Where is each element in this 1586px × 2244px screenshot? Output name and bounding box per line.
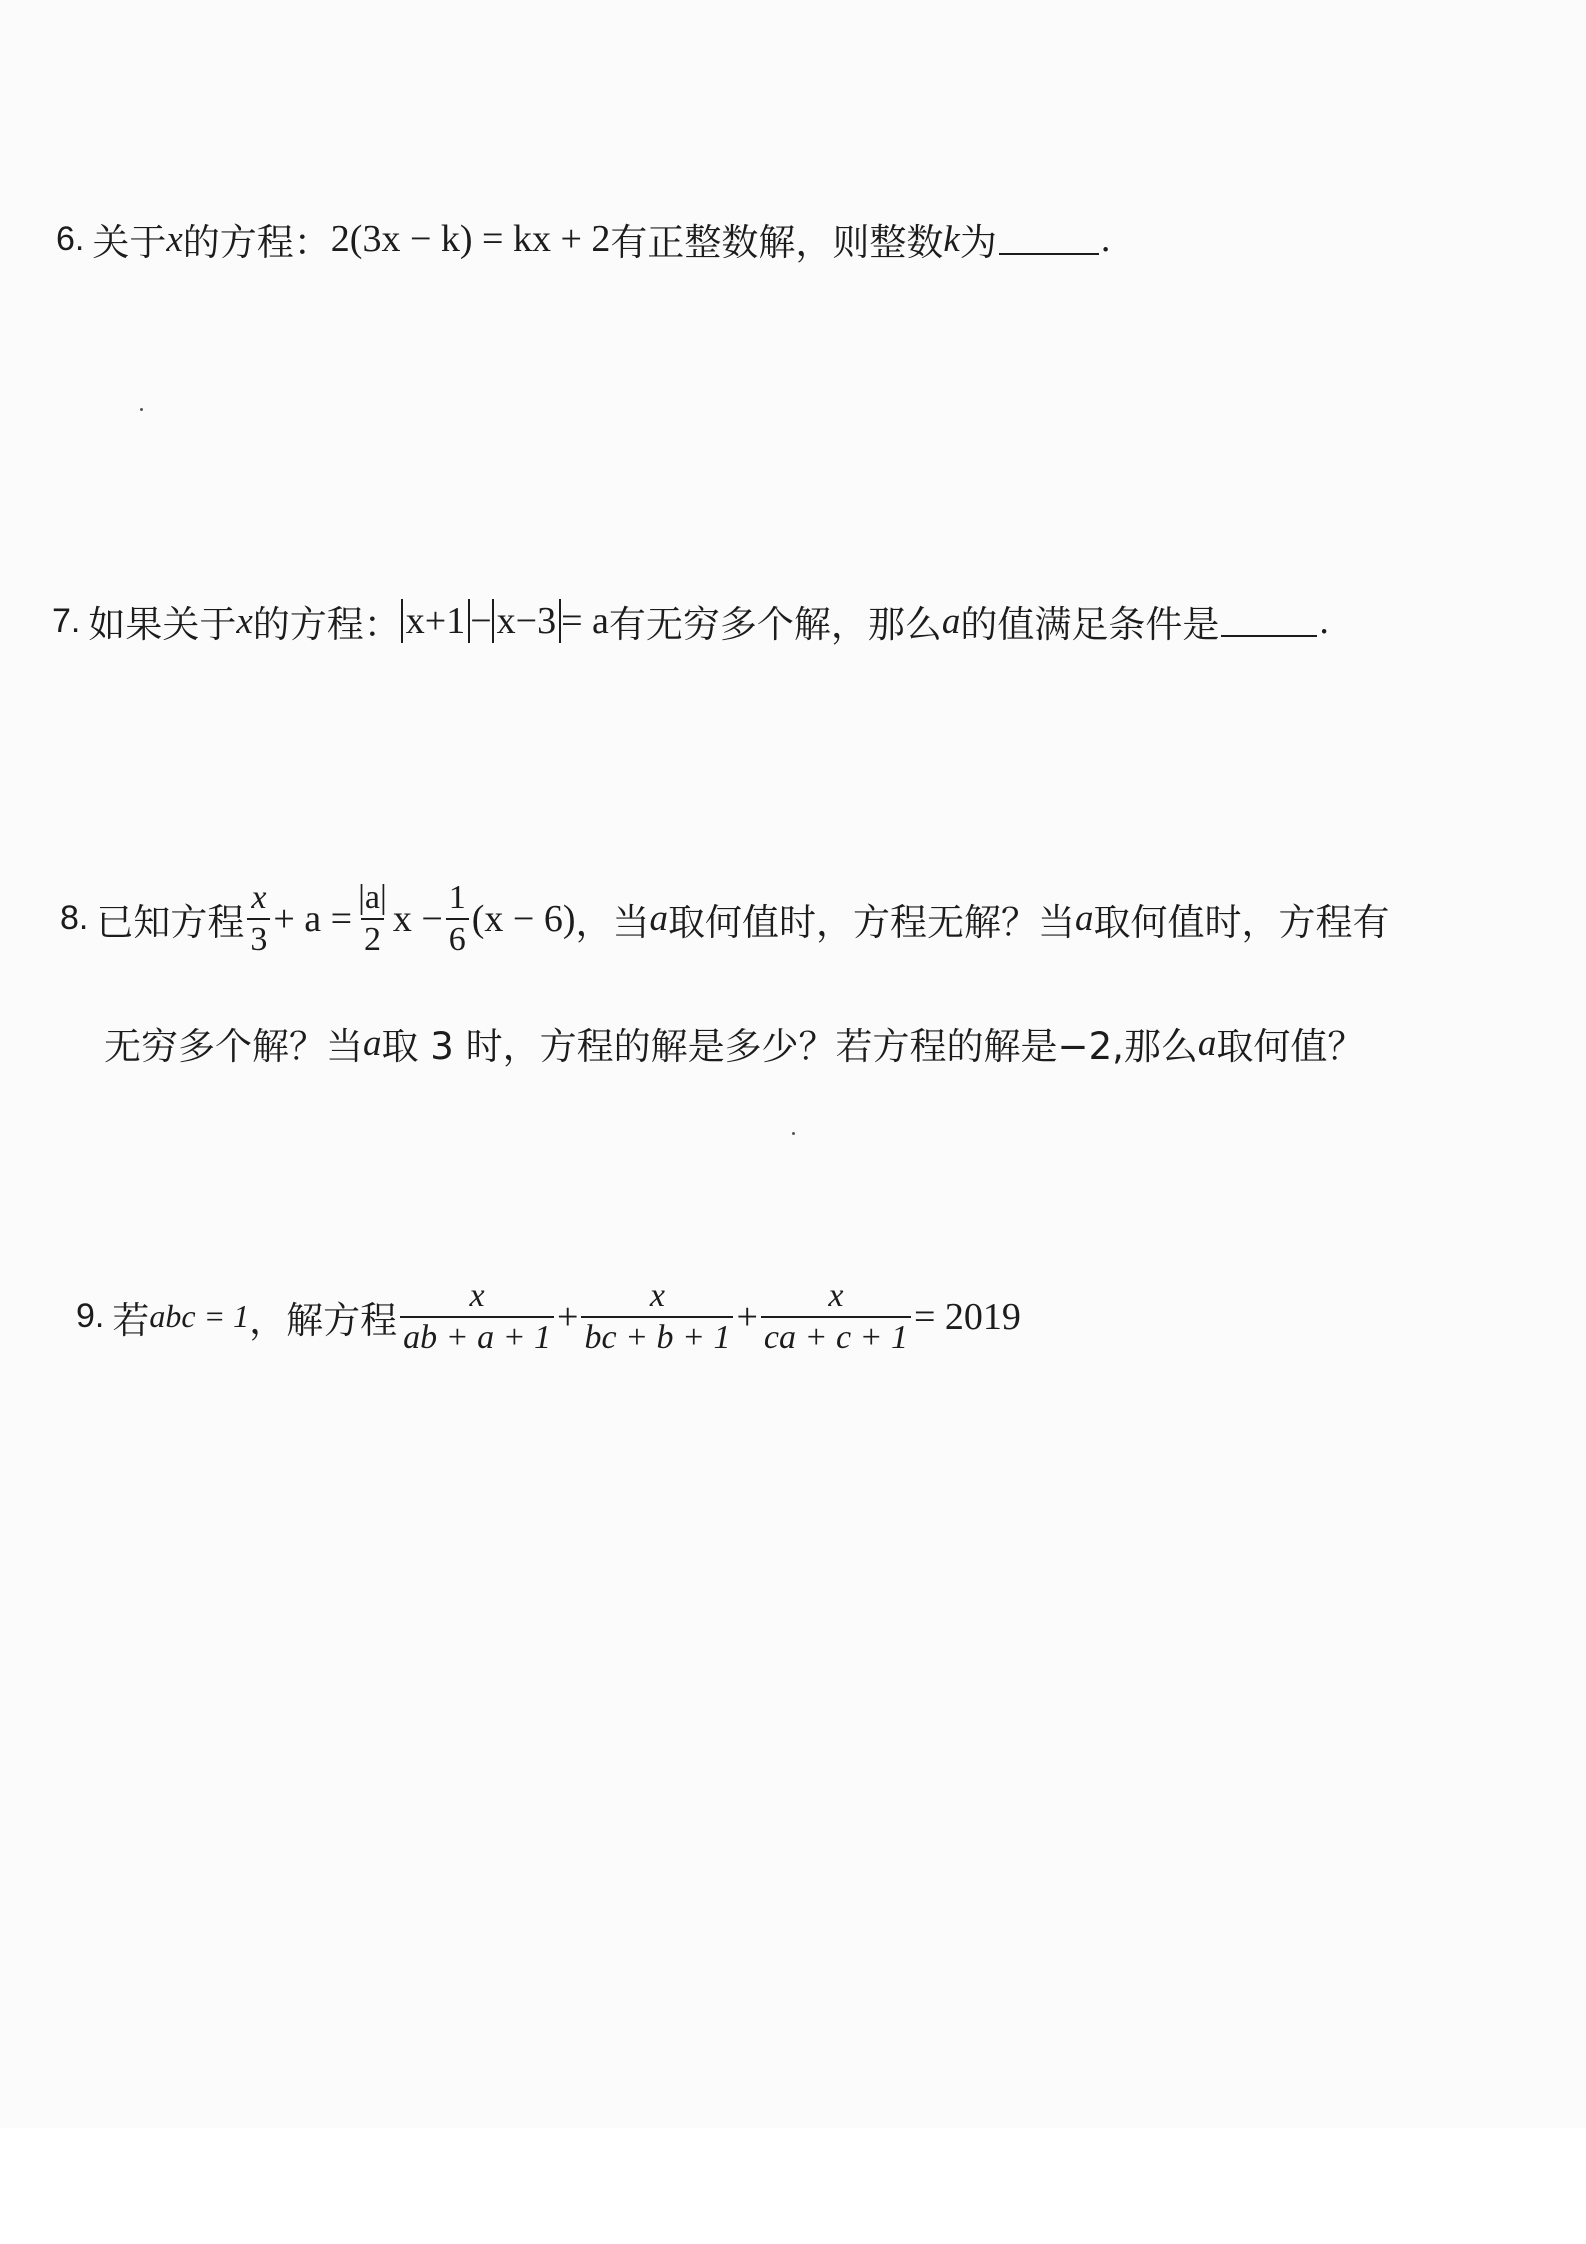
variable-x: x (236, 600, 253, 642)
scan-speck (792, 1132, 795, 1135)
equation-part: + a = (273, 897, 353, 940)
fraction-denominator: ab + a + 1 (400, 1316, 554, 1356)
fraction-2 (581, 1278, 733, 1355)
question-text: ，解方程 (249, 1298, 398, 1342)
fraction-denominator: bc + b + 1 (581, 1316, 733, 1356)
question-7 (52, 594, 1329, 648)
question-text: 的方程： (182, 221, 331, 264)
fraction-numerator: x (469, 1277, 485, 1314)
question-text: ，当 (575, 900, 650, 944)
question-number: 7. (52, 601, 81, 640)
question-8-line-1 (60, 880, 1390, 957)
variable-a: a (1075, 898, 1094, 940)
question-text: 取何值？ (1216, 1025, 1365, 1068)
question-text: 的方程： (252, 603, 401, 646)
fraction-numerator: |a| (358, 879, 387, 916)
fraction-numerator: x (649, 1277, 666, 1314)
condition: abc = 1 (149, 1298, 250, 1335)
absolute-value-1: x+1 (401, 599, 470, 643)
question-text: 的值满足条件是 (960, 603, 1220, 646)
absolute-value-2: x−3 (492, 599, 561, 643)
question-text: 有正整数解，则整数 (610, 221, 944, 264)
variable-k: k (943, 218, 960, 260)
question-text: 如果关于 (88, 603, 237, 646)
fraction-denominator: 3 (247, 918, 270, 958)
question-text: 无穷多个解？当 (104, 1025, 363, 1068)
question-text: 取何值时，方程无解？当 (668, 900, 1075, 944)
question-number: 9. (76, 1297, 105, 1336)
fraction-3 (761, 1278, 911, 1355)
equation-rhs: = 2019 (913, 1295, 1021, 1338)
question-text: 已知方程 (96, 900, 245, 944)
variable-a: a (941, 600, 961, 642)
scan-speck (140, 408, 143, 411)
page-bottom-margin (0, 2128, 1586, 2244)
fraction-1 (400, 1278, 554, 1355)
question-number: 8. (60, 899, 89, 938)
fraction-denominator: 6 (446, 918, 469, 958)
variable-a: a (1197, 1022, 1217, 1064)
equation-tail: = a (561, 600, 609, 642)
fraction-denominator: ca + c + 1 (761, 1316, 911, 1356)
equation-part: (x − 6) (471, 897, 576, 940)
answer-blank[interactable] (1221, 605, 1317, 637)
fraction-numerator: x (251, 879, 267, 916)
minus-sign: − (470, 600, 492, 642)
variable-a: a (649, 898, 668, 940)
variable-a: a (363, 1022, 382, 1064)
question-text: 为 (959, 221, 997, 264)
equation: 2(3x − k) = kx + 2 (330, 218, 611, 260)
fraction-denominator: 2 (361, 918, 384, 958)
question-number: 6. (56, 219, 85, 258)
question-6 (56, 212, 1110, 266)
fraction-numerator: x (828, 1277, 844, 1314)
plus-sign: + (557, 1295, 579, 1338)
question-text: 关于 (92, 221, 167, 264)
answer-blank[interactable] (999, 223, 1099, 255)
question-text: 取何值时，方程有 (1093, 900, 1390, 944)
question-9 (76, 1278, 1021, 1355)
sentence-end: . (1319, 600, 1329, 642)
fraction-numerator: 1 (448, 879, 466, 916)
question-8-line-2 (104, 1016, 1364, 1070)
plus-sign: + (736, 1295, 758, 1338)
sentence-end: . (1100, 218, 1111, 260)
question-text: 若 (112, 1298, 150, 1342)
fraction-abs-a-over-2 (355, 880, 390, 957)
question-text: 有无穷多个解，那么 (608, 603, 942, 646)
fraction-x-over-3 (247, 880, 270, 957)
variable-x: x (166, 218, 183, 260)
equation-part: x − (392, 897, 443, 940)
fraction-1-over-6 (446, 880, 469, 957)
question-text: 取 3 时，方程的解是多少？若方程的解是−2,那么 (381, 1025, 1198, 1068)
